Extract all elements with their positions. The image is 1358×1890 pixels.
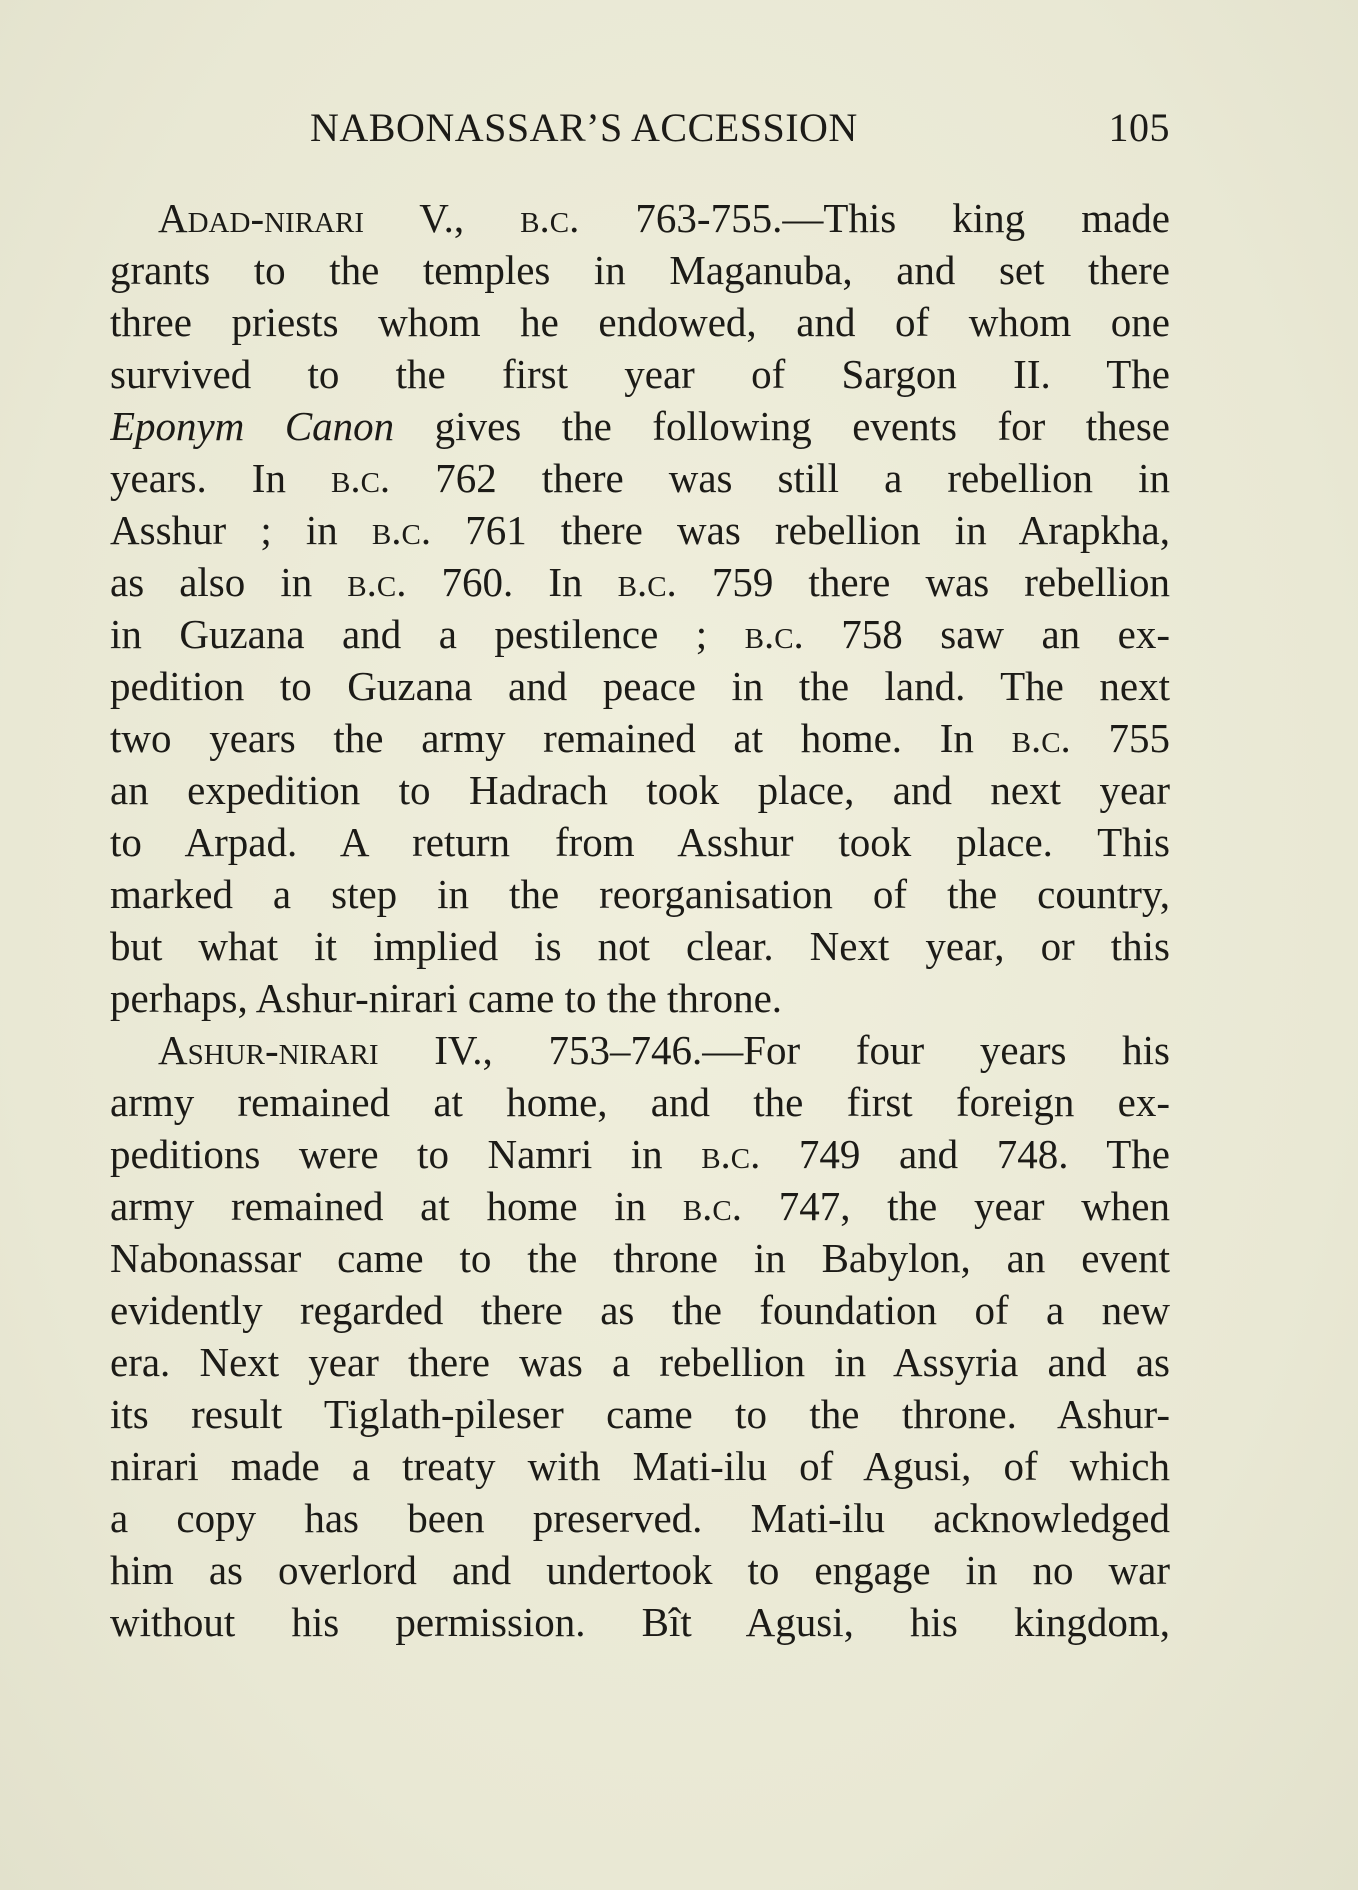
text-line: as also in b.c. 760. In b.c. 759 there was rebellion xyxy=(110,559,1170,605)
text-line: two years the army remained at home. In b.c. 755 xyxy=(110,715,1170,761)
text-line: army remained at home in b.c. 747, the year when xyxy=(110,1183,1170,1229)
body-text xyxy=(110,192,1170,1648)
text-line: marked a step in the reorganisation of the country, xyxy=(110,871,1170,917)
text-line: evidently regarded there as the foundation of a new xyxy=(110,1287,1170,1333)
text-line: years. In b.c. 762 there was still a rebellion in xyxy=(110,455,1170,501)
text-line: in Guzana and a pestilence ; b.c. 758 saw an ex- xyxy=(110,611,1170,657)
text-line: Nabonassar came to the throne in Babylon, an event xyxy=(110,1235,1170,1281)
text-line: without his permission. Bît Agusi, his kingdom, xyxy=(110,1599,1170,1645)
text-line: army remained at home, and the first foreign ex- xyxy=(110,1079,1170,1125)
text-line: era. Next year there was a rebellion in Assyria and as xyxy=(110,1339,1170,1385)
text-line: Adad-nirari V., b.c. 763-755.—This king made xyxy=(158,195,1170,241)
text-line: pedition to Guzana and peace in the land. The next xyxy=(110,663,1170,709)
text-line: grants to the temples in Maganuba, and set there xyxy=(110,247,1170,293)
text-line: him as overlord and undertook to engage in no war xyxy=(110,1547,1170,1593)
text-line: nirari made a treaty with Mati-ilu of Agusi, of which xyxy=(110,1443,1170,1489)
text-line: Eponym Canon gives the following events for these xyxy=(110,403,1170,449)
text-line: to Arpad. A return from Asshur took place. This xyxy=(110,819,1170,865)
text-line: a copy has been preserved. Mati-ilu acknowledged xyxy=(110,1495,1170,1541)
text-line: perhaps, Ashur-nirari came to the throne. xyxy=(110,975,783,1021)
text-line: survived to the first year of Sargon II. The xyxy=(110,351,1170,397)
running-title: NABONASSAR’S ACCESSION xyxy=(310,105,858,150)
text-line: three priests whom he endowed, and of whom one xyxy=(110,299,1170,345)
text-line: Ashur-nirari IV., 753–746.—For four years his xyxy=(158,1027,1170,1073)
text-line: but what it implied is not clear. Next year, or this xyxy=(110,923,1170,969)
running-head xyxy=(110,104,1170,154)
text-line: its result Tiglath-pileser came to the throne. Ashur- xyxy=(110,1391,1170,1437)
text-line: an expedition to Hadrach took place, and next year xyxy=(110,767,1170,813)
text-line: Asshur ; in b.c. 761 there was rebellion in Arapkha, xyxy=(110,507,1170,553)
text-line: peditions were to Namri in b.c. 749 and 748. The xyxy=(110,1131,1170,1177)
page-number: 105 xyxy=(1108,105,1170,150)
